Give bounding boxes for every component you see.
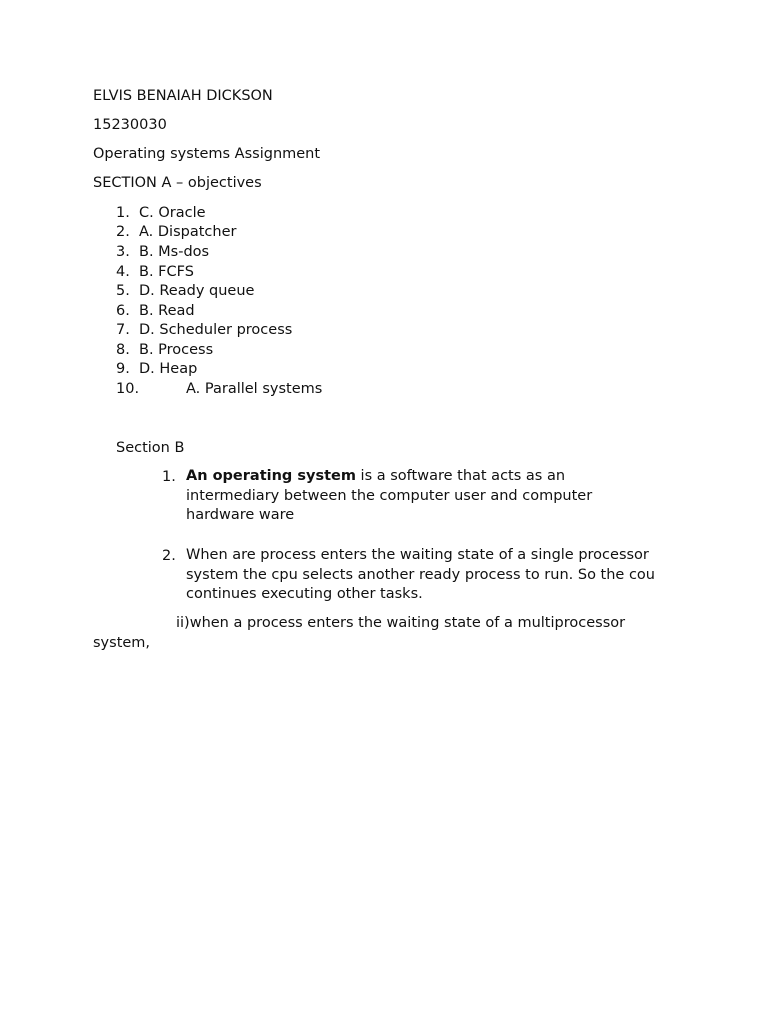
list-item-answer: D. Ready queue — [139, 283, 255, 299]
list-item-number: 7. — [116, 322, 130, 338]
list-item-answer: D. Scheduler process — [139, 322, 293, 338]
list-item-number: 5. — [116, 283, 130, 299]
list-item-number: 8. — [116, 342, 130, 358]
list-item-number: 6. — [116, 303, 130, 319]
answer-bold-lead: An operating system — [186, 468, 356, 484]
section-b-sub-answer: ii)when a process enters the waiting state of a multiprocessor system, — [93, 615, 626, 651]
list-item-answer: B. Process — [139, 342, 214, 358]
list-item-number: 1. — [116, 205, 130, 221]
list-item-number: 4. — [116, 264, 130, 280]
list-item-answer: C. Oracle — [139, 205, 206, 221]
list-item-number: 3. — [116, 244, 130, 260]
list-item-number: 10. — [116, 381, 140, 397]
list-item-answer: A. Parallel systems — [186, 381, 323, 397]
list-item-number: 9. — [116, 361, 130, 377]
answer-text — [186, 467, 656, 526]
student-id: 15230030 — [93, 117, 167, 133]
list-item-answer: B. Read — [139, 303, 195, 319]
list-item-answer: B. Ms-dos — [139, 244, 210, 260]
list-item-answer: B. FCFS — [139, 264, 194, 280]
answer-text: When are process enters the waiting state of a single processor system the cpu selects another ready process to run. So the cou continues executing other tasks. — [186, 547, 655, 603]
student-name: ELVIS BENAIAH DICKSON — [93, 88, 273, 104]
list-item-answer: A. Dispatcher — [139, 224, 237, 240]
section-b-heading: Section B — [116, 440, 185, 456]
section-a-heading: SECTION A – objectives — [93, 175, 262, 191]
assignment-title: Operating systems Assignment — [93, 146, 321, 162]
list-item-number: 2. — [116, 224, 130, 240]
answer-number: 2. — [162, 548, 176, 564]
answer-body: is a software that acts as an intermediary between the computer user and computer hardware ware — [186, 468, 593, 524]
list-item-answer: D. Heap — [139, 361, 198, 377]
answer-number: 1. — [162, 469, 176, 485]
